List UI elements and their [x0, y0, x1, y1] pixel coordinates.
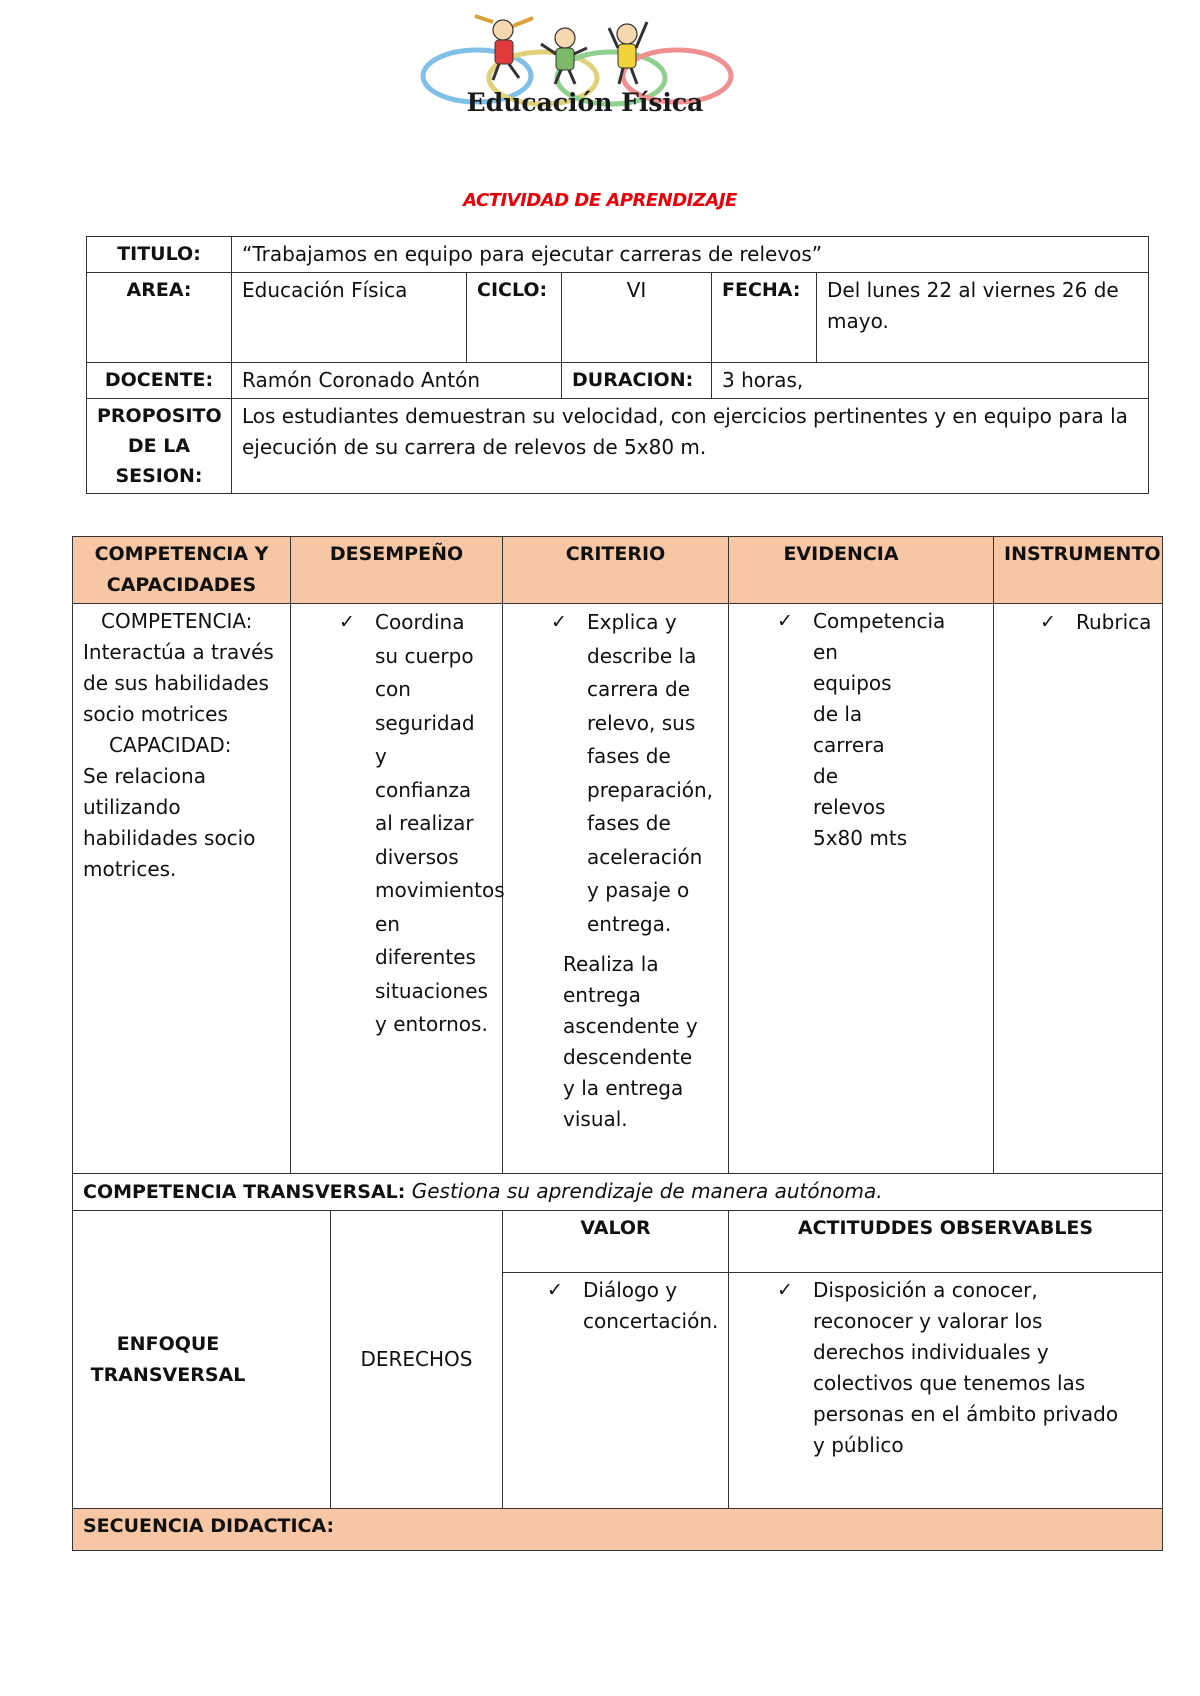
- header-actitudes: ACTITUDDES OBSERVABLES: [729, 1211, 1163, 1273]
- secuencia-didactica-row: SECUENCIA DIDACTICA:: [73, 1509, 1163, 1551]
- capacidad-label: CAPACIDAD:: [109, 733, 232, 757]
- actitudes-item: ✓ Disposición a conocer, reconocer y valorar los derechos individuales y colectivos que tenemos las personas en el ámbito privado y público: [813, 1275, 1132, 1461]
- desempeno-cell: [291, 604, 503, 1174]
- check-icon: ✓: [1040, 611, 1056, 633]
- info-table: [86, 236, 1149, 494]
- enfoque-value: DERECHOS: [360, 1347, 473, 1371]
- ciclo-label: CICLO:: [467, 273, 562, 363]
- competencia-cell: [73, 604, 291, 1174]
- enfoque-label: ENFOQUE TRANSVERSAL: [90, 1332, 246, 1386]
- header-evidencia: EVIDENCIA: [729, 537, 994, 604]
- valor-item: ✓ Diálogo y concertación.: [583, 1275, 718, 1337]
- proposito-label: PROPOSITO DE LA SESION:: [87, 399, 232, 494]
- area-value: Educación Física: [232, 273, 467, 363]
- enfoque-cell: [73, 1211, 331, 1509]
- check-icon: ✓: [339, 611, 355, 633]
- competencia-label: COMPETENCIA:: [101, 609, 253, 633]
- logo-text: Educación Física: [466, 88, 704, 117]
- docente-value: Ramón Coronado Antón: [232, 363, 562, 399]
- transversal-value: Gestiona su aprendizaje de manera autónoma.: [411, 1179, 883, 1203]
- competencias-table: [72, 536, 1163, 1551]
- evidencia-cell: [729, 604, 994, 1174]
- check-icon: ✓: [777, 1279, 793, 1301]
- duracion-label: DURACION:: [562, 363, 712, 399]
- check-icon: ✓: [551, 611, 567, 633]
- capacidad-text: Se relaciona utilizando habilidades socio motrices.: [83, 764, 256, 881]
- criterio-cell: [503, 604, 729, 1174]
- titulo-label: TITULO:: [87, 237, 232, 273]
- ciclo-value: VI: [562, 273, 712, 363]
- evidencia-item: ✓ Competencia en equipos de la carrera de relevos 5x80 mts: [813, 606, 913, 854]
- docente-label: DOCENTE:: [87, 363, 232, 399]
- header-valor: VALOR: [503, 1211, 729, 1273]
- header-competencia: COMPETENCIA Y CAPACIDADES: [73, 537, 291, 604]
- transversal-label: COMPETENCIA TRANSVERSAL:: [83, 1181, 406, 1203]
- instrumento-item: ✓ Rubrica: [1076, 606, 1152, 640]
- competencia-transversal-row: [73, 1174, 1163, 1211]
- area-label: AREA:: [87, 273, 232, 363]
- proposito-value: Los estudiantes demuestran su velocidad, con ejercicios pertinentes y en equipo para la ejecución de su carrera de relevos de 5x80 m.: [232, 399, 1149, 494]
- criterio-item: ✓ Explica y describe la carrera de relevo, sus fases de preparación, fases de aceleración y pasaje o entrega.: [587, 606, 714, 941]
- derechos-cell: [331, 1211, 503, 1509]
- fecha-label: FECHA:: [712, 273, 817, 363]
- logo: [415, 8, 755, 126]
- instrumento-cell: [994, 604, 1163, 1174]
- actitudes-cell: [729, 1273, 1163, 1509]
- titulo-value: “Trabajamos en equipo para ejecutar carreras de relevos”: [232, 237, 1149, 273]
- criterio-text-2: Realiza la entrega ascendente y descendente y la entrega visual.: [563, 952, 698, 1131]
- header-criterio: CRITERIO: [503, 537, 729, 604]
- duracion-value: 3 horas,: [712, 363, 1149, 399]
- page-title: ACTIVIDAD DE APRENDIZAJE: [463, 190, 737, 211]
- check-icon: ✓: [547, 1279, 563, 1301]
- header-instrumento: INSTRUMENTO: [994, 537, 1163, 604]
- valor-cell: [503, 1273, 729, 1509]
- desempeno-item: ✓ Coordina su cuerpo con seguridad y confianza al realizar diversos movimientos en diferentes situaciones y entornos.: [375, 606, 488, 1042]
- header-desempeno: DESEMPEÑO: [291, 537, 503, 604]
- fecha-value: Del lunes 22 al viernes 26 de mayo.: [817, 273, 1149, 363]
- competencia-text: Interactúa a través de sus habilidades socio motrices: [83, 640, 274, 726]
- check-icon: ✓: [777, 610, 793, 632]
